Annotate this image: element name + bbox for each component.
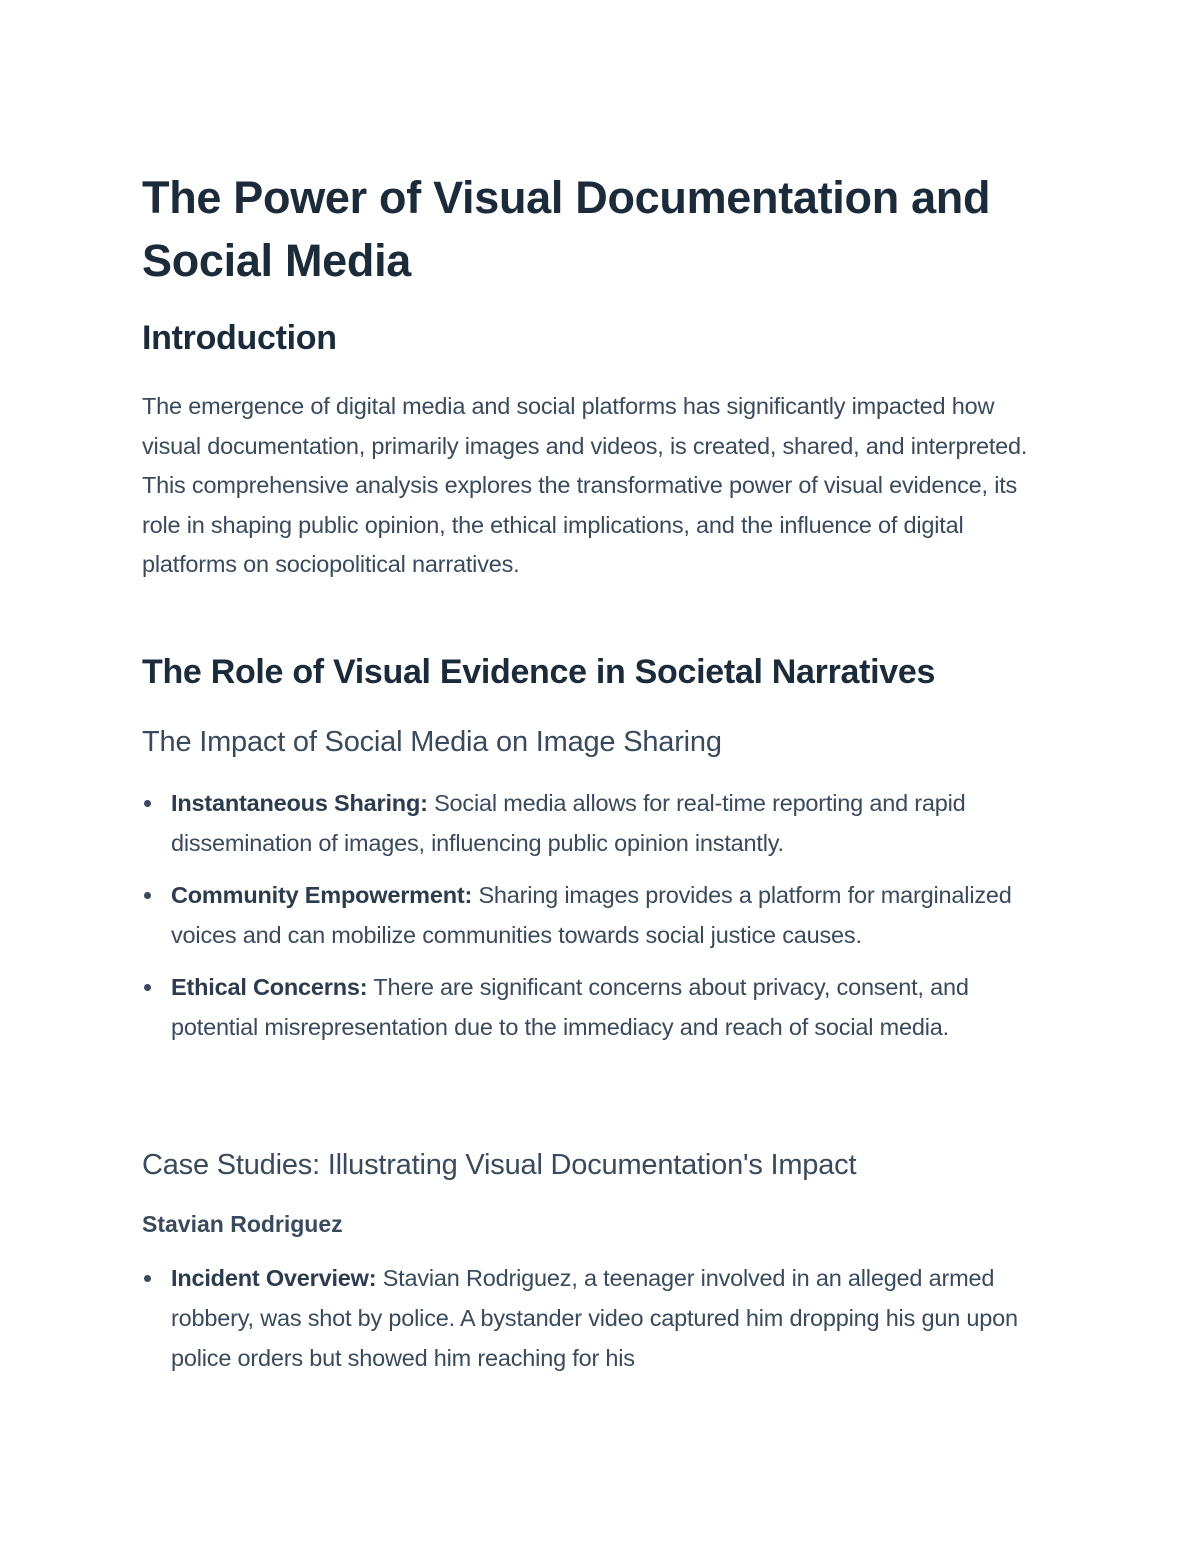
list-item-term: Instantaneous Sharing:	[171, 790, 428, 816]
list-item-text: Stavian Rodriguez, a teenager involved in an alleged armed robbery, was shot by police. A bystander video captured him dropping his gun upon police orders but showed him reaching for his	[171, 1265, 1018, 1371]
bullet-icon	[144, 984, 151, 991]
subsection-heading-case-studies: Case Studies: Illustrating Visual Documentation's Impact	[142, 1149, 857, 1181]
section-heading-visual-evidence: The Role of Visual Evidence in Societal Narratives	[142, 653, 936, 691]
list-item-term: Ethical Concerns:	[171, 974, 368, 1000]
list-item-term: Incident Overview:	[171, 1265, 377, 1291]
introduction-heading: Introduction	[142, 319, 337, 357]
list-item-term: Community Empowerment:	[171, 882, 473, 908]
bullet-icon	[144, 800, 151, 807]
subsection-heading-social-media-impact: The Impact of Social Media on Image Sharing	[142, 726, 722, 758]
case-heading-stavian-rodriguez: Stavian Rodriguez	[142, 1211, 343, 1237]
list-item-text: There are significant concerns about privacy, consent, and potential misrepresentation due to the immediacy and reach of social media.	[171, 974, 969, 1040]
list-item	[142, 783, 1057, 863]
list-item	[142, 967, 1057, 1047]
list-item-text: Social media allows for real-time reporting and rapid dissemination of images, influencing public opinion instantly.	[171, 790, 966, 856]
bullet-icon	[144, 892, 151, 899]
introduction-paragraph: The emergence of digital media and social platforms has significantly impacted how visual documentation, primarily images and videos, is created, shared, and interpreted. This comprehensive analysis explores the transformative power of visual evidence, its role in shaping public opinion, the ethical implications, and the influence of digital platforms on sociopolitical narratives.	[142, 393, 1028, 577]
list-item	[142, 1258, 1057, 1378]
document-title: The Power of Visual Documentation and Social Media	[142, 172, 991, 286]
list-item	[142, 875, 1057, 955]
case-study-list	[142, 1258, 1057, 1390]
social-media-impact-list	[142, 783, 1057, 1059]
list-item-text: Sharing images provides a platform for marginalized voices and can mobilize communities towards social justice causes.	[171, 882, 1012, 948]
bullet-icon	[144, 1275, 151, 1282]
